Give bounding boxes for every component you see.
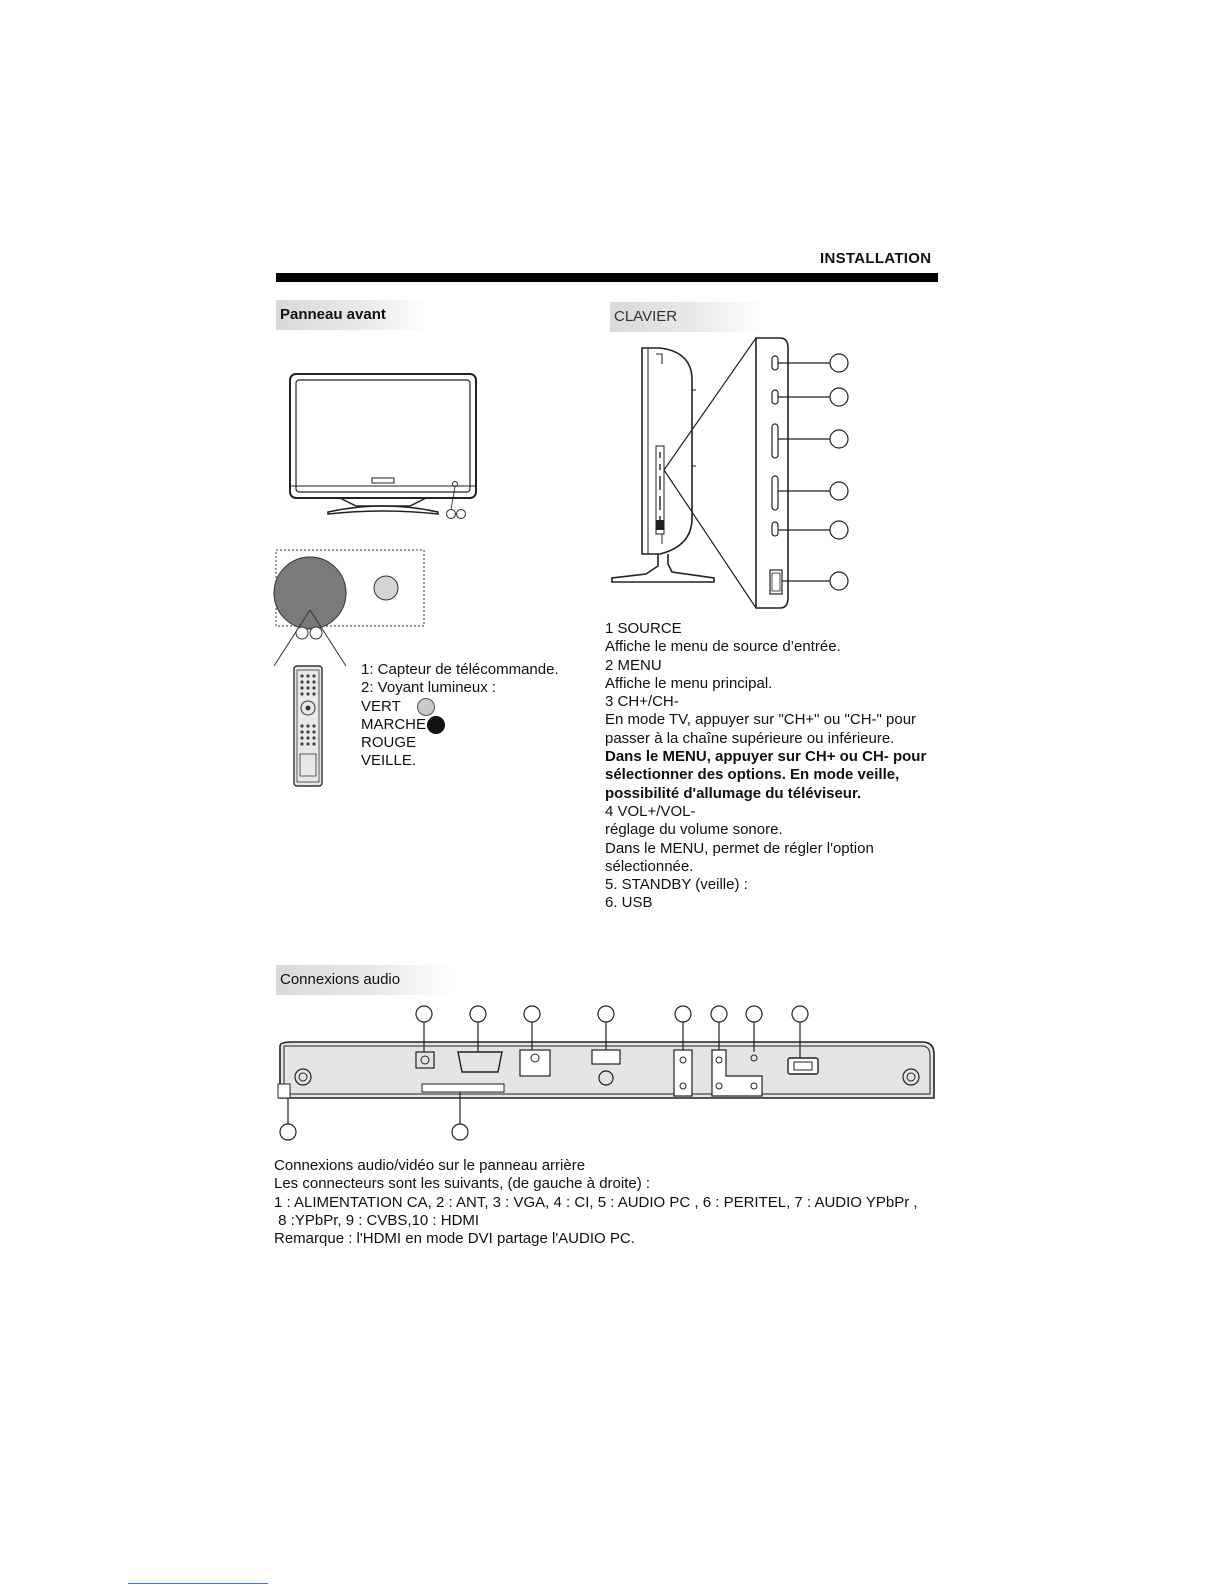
keypad-line: 3 CH+/CH- [605, 693, 679, 711]
page-header-title: INSTALLATION [820, 250, 932, 267]
footer-link-underline [128, 1583, 268, 1584]
keypad-line: sélectionner des options. En mode veille, [605, 766, 900, 784]
keypad-line: 6. USB [605, 894, 653, 912]
legend-red: ROUGE [361, 734, 417, 752]
rear-connections-list-2: 8 :YPbPr, 9 : CVBS,10 : HDMI [274, 1211, 480, 1229]
rear-connections-list-1: 1 : ALIMENTATION CA, 2 : ANT, 3 : VGA, 4 : CI, 5 : AUDIO PC , 6 : PERITEL, 7 : AUDIO YPbPr , [274, 1193, 918, 1211]
front-panel-heading: Panneau avant [276, 300, 430, 330]
header-rule [276, 273, 938, 282]
front-panel-legend [361, 661, 559, 771]
keypad-line: En mode TV, appuyer sur "CH+" ou "CH-" pour [605, 711, 917, 729]
rear-connections-heading: Connexions audio/vidéo sur le panneau arrière [274, 1157, 586, 1174]
rear-connections-intro: Les connecteurs sont les suivants, (de gauche à droite) : [274, 1175, 651, 1193]
legend-on-row [361, 716, 559, 734]
keypad-line: 1 SOURCE [605, 620, 682, 637]
keypad-description [605, 620, 926, 913]
on-led-icon [427, 716, 445, 734]
legend-standby: VEILLE. [361, 752, 417, 770]
legend-green: VERT [361, 697, 401, 715]
keypad-line: réglage du volume sonore. [605, 821, 783, 839]
legend-green-row [361, 698, 559, 716]
legend-indicator: 2: Voyant lumineux : [361, 679, 497, 697]
rear-panel-illustration [270, 1000, 940, 1145]
keypad-line: passer à la chaîne supérieure ou inférieure. [605, 729, 895, 747]
keypad-heading: CLAVIER [610, 302, 766, 332]
keypad-line: possibilité d'allumage du téléviseur. [605, 784, 862, 802]
keypad-line: 2 MENU [605, 656, 662, 674]
legend-remote-sensor: 1: Capteur de télécommande. [361, 661, 559, 678]
legend-on: MARCHE [361, 715, 427, 733]
keypad-line: Dans le MENU, permet de régler l'option [605, 839, 874, 857]
keypad-line: Affiche le menu principal. [605, 674, 773, 692]
keypad-side-illustration [600, 330, 860, 615]
keypad-line: Dans le MENU, appuyer sur CH+ ou CH- pour [605, 748, 927, 766]
keypad-line: 5. STANDBY (veille) : [605, 876, 748, 894]
green-led-icon [417, 698, 435, 716]
keypad-line: sélectionnée. [605, 857, 694, 875]
tv-front-illustration [270, 360, 500, 530]
rear-connections-note: Remarque : l'HDMI en mode DVI partage l'AUDIO PC. [274, 1230, 635, 1248]
keypad-line: Affiche le menu de source d’entrée. [605, 638, 841, 656]
rear-connections-description [274, 1157, 918, 1248]
keypad-line: 4 VOL+/VOL- [605, 802, 696, 820]
audio-heading: Connexions audio [276, 965, 456, 995]
